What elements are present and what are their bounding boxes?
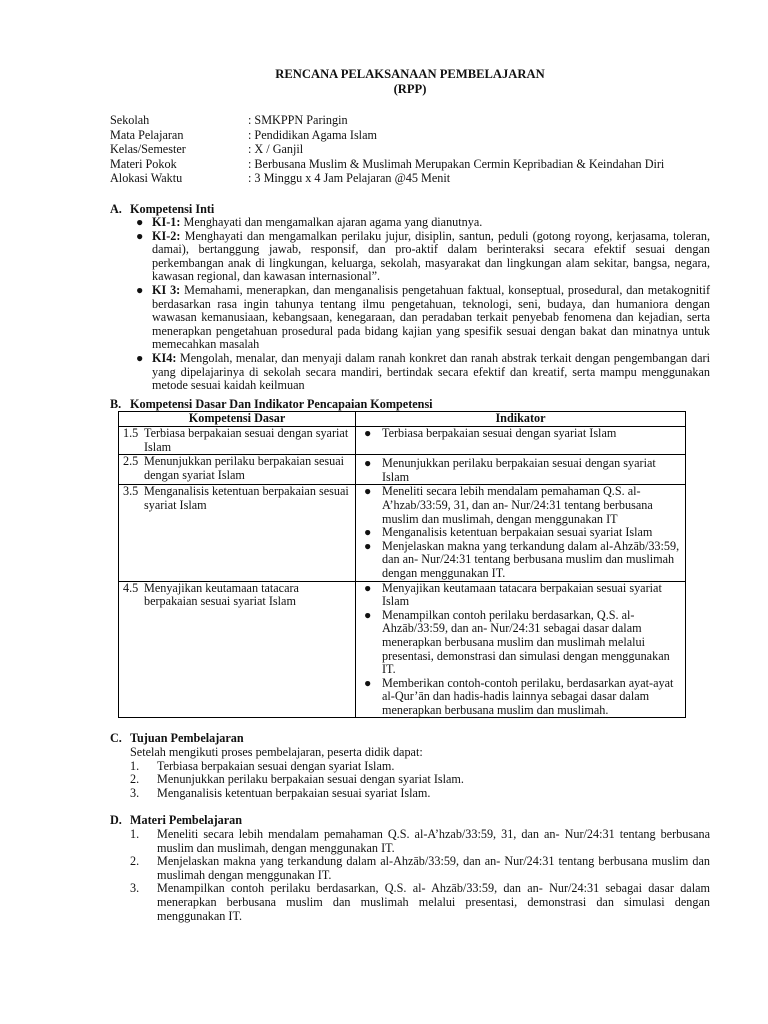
list-number: 1. [130, 827, 140, 842]
indicator-item [360, 457, 681, 484]
title-line-2: (RPP) [393, 82, 427, 96]
indicator-cell [356, 581, 686, 718]
identity-label: Mata Pelajaran [110, 127, 184, 142]
kd-table [118, 411, 686, 718]
kd-text: Menyajikan keutamaan tatacara berpakaian sesuai syariat Islam [144, 580, 299, 609]
bullet-icon: ● [136, 215, 144, 230]
ki-text: Memahami, menerapkan, dan menganalisis pengetahuan faktual, konseptual, prosedural, dan metakognitif berdasarkan rasa ingin tahunya tentang ilmu pengetahuan, teknologi, seni, budaya, dan humaniora dengan wawasan kemanusiaan, kebangsaan, kenegaraan, dan peradaban terkait penyebab fenomena dan kejadian, serta menerapkan pengetahuan prosedural pada bidang kajian yang spesifik sesuai dengan bakat dan minatnya untuk memecahkan masalah [152, 283, 711, 352]
bullet-icon: ● [364, 426, 372, 440]
list-text: Menganalisis ketentuan berpakaian sesuai syariat Islam. [157, 785, 431, 800]
indicator-text: Menampilkan contoh perilaku berdasarkan, Q.S. al-Ahzāb/33:59, dan an- Nur/24:31 sebagai dasar dalam menerapkan berbusana muslim dan muslimah melalui presentasi, demonstrasi dan simulasi dengan menggunakan IT. [382, 607, 670, 677]
title-line-1: RENCANA PELAKSANAAN PEMBELAJARAN [275, 67, 545, 81]
kd-number: 2.5 [123, 454, 139, 469]
kd-cell [119, 485, 356, 581]
list-item [130, 828, 710, 855]
bullet-icon: ● [364, 607, 372, 622]
indicator-text: Menjelaskan makna yang terkandung dalam al-Ahzāb/33:59, dan an- Nur/24:31 tentang berbusana muslim dan muslimah dengan menggunakan IT. [382, 538, 680, 580]
kd-text: Menunjukkan perilaku berpakaian sesuai dengan syariat Islam [144, 454, 345, 482]
ki-list [130, 216, 710, 393]
section-letter: C. [110, 731, 122, 746]
indicator-text: Menyajikan keutamaan tatacara berpakaian sesuai syariat Islam [382, 580, 662, 609]
indicator-cell [356, 485, 686, 581]
list-text: Meneliti secara lebih mendalam pemahaman Q.S. al-A’hzab/33:59, 31, dan an- Nur/24:31 tentang berbusana muslim dan muslimah, dengan menggunakan IT. [157, 827, 710, 855]
list-item [130, 284, 710, 352]
identity-row [110, 114, 710, 129]
column-header: Indikator [356, 412, 686, 427]
kd-cell [119, 427, 356, 455]
section-a-heading [110, 203, 710, 217]
section-title: Kompetensi Inti [130, 201, 215, 216]
indicator-item [360, 427, 681, 441]
section-d-heading [110, 814, 710, 828]
kd-number: 3.5 [123, 484, 139, 499]
table-row [119, 427, 686, 455]
identity-value: : Pendidikan Agama Islam [248, 127, 377, 142]
section-letter: B. [110, 396, 122, 411]
list-number: 2. [130, 854, 140, 869]
list-text: Terbiasa berpakaian sesuai dengan syariat Islam. [157, 758, 395, 773]
document-page [110, 67, 710, 923]
section-letter: D. [110, 813, 122, 828]
table-row [119, 485, 686, 581]
indicator-text: Terbiasa berpakaian sesuai dengan syariat Islam [382, 426, 617, 440]
indicator-text: Menunjukkan perilaku berpakaian sesuai dengan syariat Islam [382, 456, 656, 484]
identity-table [110, 114, 710, 187]
column-header: Kompetensi Dasar [119, 412, 356, 427]
identity-value: : X / Ganjil [248, 142, 304, 156]
identity-row [110, 129, 710, 144]
ki-label: KI4: [152, 351, 177, 366]
ki-text: Menghayati dan mengamalkan perilaku jujur, disiplin, santun, peduli (gotong royong, kerjasama, toleran, damai), bertanggung jawab, responsif, dan pro-aktif dalam berinteraksi secara efektif sesuai dengan perkembangan anak di lingkungan, keluarga, sekolah, masyarakat dan lingkungan alam sekitar, bangsa, negara, kawasan regional, dan kawasan internasional”. [152, 228, 710, 284]
section-title: Materi Pembelajaran [130, 813, 243, 828]
indicator-text: Menganalisis ketentuan berpakaian sesuai syariat Islam [382, 525, 653, 540]
bullet-icon: ● [364, 456, 372, 471]
list-item [130, 787, 710, 801]
bullet-icon: ● [364, 538, 372, 553]
table-row [119, 455, 686, 485]
materi-list [130, 828, 710, 923]
ki-label: KI 3: [152, 283, 181, 298]
identity-value: : 3 Minggu x 4 Jam Pelajaran @45 Menit [248, 171, 451, 185]
section-b-heading [110, 398, 710, 412]
kd-cell [119, 455, 356, 485]
indicator-cell [356, 455, 686, 485]
indicator-cell [356, 427, 686, 455]
list-item [130, 230, 710, 284]
bullet-icon: ● [364, 525, 372, 540]
section-title: Tujuan Pembelajaran [130, 731, 244, 746]
identity-row [110, 158, 710, 173]
list-text: Menampilkan contoh perilaku berdasarkan, Q.S. al- Ahzāb/33:59, dan an- Nur/24:31 sebagai dasar dalam menerapkan berbusana muslim dan muslimah melalui presentasi, demonstrasi dan simulasi dengan menggunakan IT. [157, 881, 710, 923]
section-letter: A. [110, 201, 122, 216]
list-number: 1. [130, 758, 140, 773]
list-text: Menunjukkan perilaku berpakaian sesuai dengan syariat Islam. [157, 772, 464, 787]
list-number: 3. [130, 785, 140, 800]
identity-label: Kelas/Semester [110, 142, 186, 156]
ki-text: Menghayati dan mengamalkan ajaran agama yang dianutnya. [180, 215, 483, 230]
identity-value: : Berbusana Muslim & Muslimah Merupakan Cermin Kepribadian & Keindahan Diri [248, 156, 665, 171]
kd-number: 1.5 [123, 426, 139, 440]
bullet-icon: ● [364, 580, 372, 595]
indicator-item [360, 485, 681, 526]
section-c-heading [110, 732, 710, 746]
kd-cell [119, 581, 356, 718]
indicator-text: Memberikan contoh-contoh perilaku, berdasarkan ayat-ayat al-Qur’ān dan hadis-hadis lainnya sebagai dasar dalam menerapkan berbusana muslim dan muslimah. [382, 675, 674, 717]
identity-row [110, 172, 710, 187]
list-text: Menjelaskan makna yang terkandung dalam al-Ahzāb/33:59, dan an- Nur/24:31 tentang berbusana muslim dan muslimah dengan menggunakan IT. [157, 854, 710, 882]
kd-number: 4.5 [123, 580, 139, 595]
list-number: 3. [130, 881, 140, 896]
bullet-icon: ● [136, 351, 144, 366]
bullet-icon: ● [136, 228, 144, 243]
indicator-item [360, 677, 681, 718]
list-item [130, 855, 710, 882]
ki-label: KI-2: [152, 228, 181, 243]
bullet-icon: ● [136, 283, 144, 298]
list-item [130, 760, 710, 774]
indicator-text: Meneliti secara lebih mendalam pemahaman Q.S. al-A’hzab/33:59, 31, dan an- Nur/24:31 tentang berbusana muslim dan muslimah, dengan menggunakan IT [382, 484, 653, 526]
indicator-item [360, 540, 681, 581]
identity-row [110, 143, 710, 158]
ki-label: KI-1: [152, 215, 181, 230]
identity-label: Materi Pokok [110, 156, 177, 171]
indicator-item [360, 582, 681, 609]
kd-text: Terbiasa berpakaian sesuai dengan syariat Islam [144, 426, 349, 454]
doc-title [110, 67, 710, 97]
indicator-item [360, 609, 681, 677]
identity-label: Sekolah [110, 113, 150, 127]
identity-value: : SMKPPN Paringin [248, 113, 348, 127]
list-number: 2. [130, 772, 140, 787]
ki-text: Mengolah, menalar, dan menyaji dalam ranah konkret dan ranah abstrak terkait dengan pengembangan dari yang dipelajarinya di sekolah secara mandiri, bertindak secara efektif dan kreatif, serta mampu menggunakan metode sesuai kaidah keilmuan [152, 351, 710, 393]
list-item [130, 216, 710, 230]
list-item [130, 773, 710, 787]
table-header-row [119, 412, 686, 427]
list-item [130, 882, 710, 923]
section-intro: Setelah mengikuti proses pembelajaran, peserta didik dapat: [130, 745, 423, 760]
identity-label: Alokasi Waktu [110, 171, 183, 185]
bullet-icon: ● [364, 484, 372, 499]
tujuan-list [130, 760, 710, 801]
bullet-icon: ● [364, 675, 372, 690]
section-title: Kompetensi Dasar Dan Indikator Pencapaian Kompetensi [130, 396, 433, 411]
list-item [130, 352, 710, 393]
table-row [119, 581, 686, 718]
kd-text: Menganalisis ketentuan berpakaian sesuai syariat Islam [144, 484, 349, 512]
indicator-item [360, 526, 681, 540]
